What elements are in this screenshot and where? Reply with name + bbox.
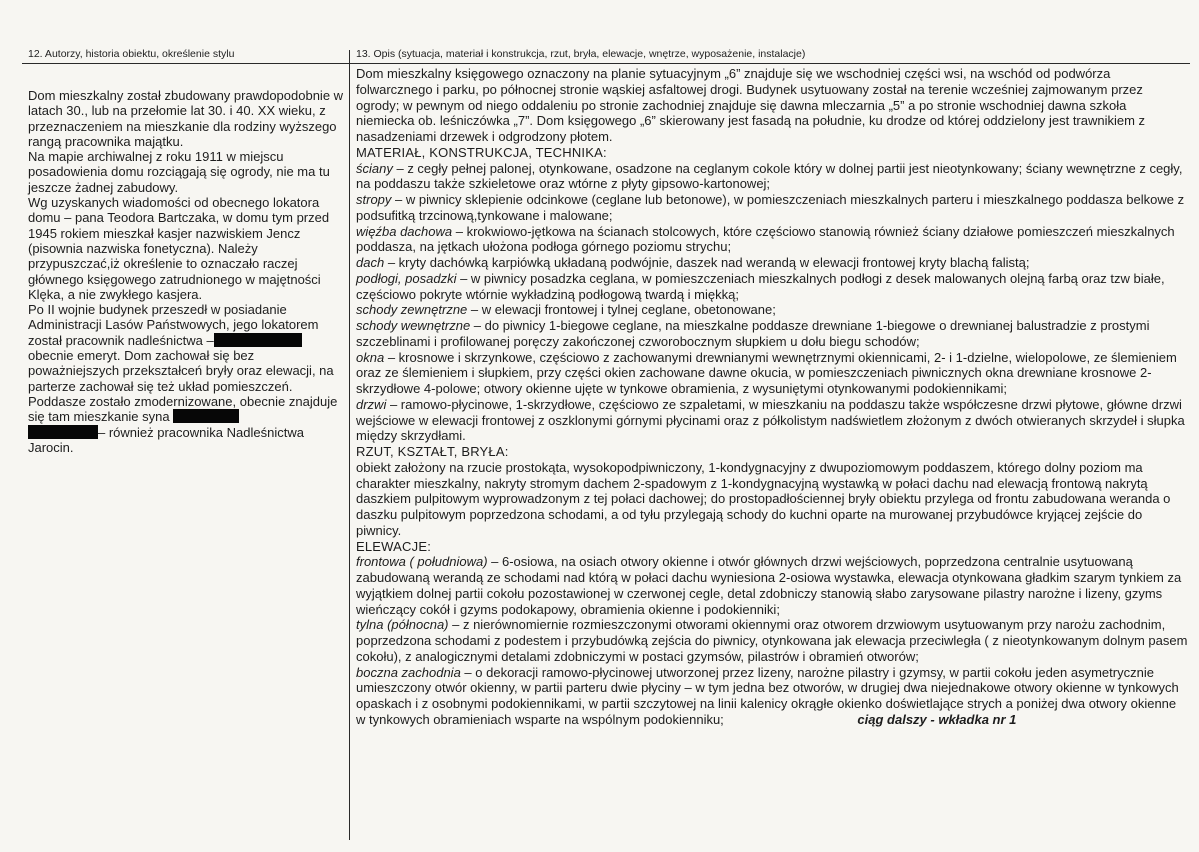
elevation-item <box>356 617 1188 664</box>
elevation-item-term: frontowa ( południowa) <box>356 554 488 570</box>
material-item-term: drzwi <box>356 396 387 412</box>
material-items <box>356 161 1188 445</box>
material-item-term: podłogi, posadzki <box>356 270 457 286</box>
material-item <box>356 397 1188 444</box>
material-item-term: dach <box>356 255 385 270</box>
history-paragraph-2: Na mapie archiwalnej z roku 1911 w miejscu posadowienia domu rozciągają się ogrody, nie ma tu jeszcze żadnej zabudowy. <box>28 149 330 195</box>
material-item-text: – do piwnicy 1-biegowe ceglane, na mieszkalne poddasze drewniane 1-biegowe o drewnianej balustradzie z prostymi szczeblinami i profilowanej poręczy zakończonej czworobocznym słupkiem u dołu biegu schodów; <box>356 318 1150 349</box>
material-item-term: schody zewnętrzne <box>356 302 468 318</box>
material-item-text: – w piwnicy posadzka ceglana, w pomieszczeniach mieszkalnych podłogi z desek malowanych olejną farbą oraz tzw białe, częściowo pokryte wtórnie wykładziną podłogową twardą i miękką; <box>356 270 1165 302</box>
material-item-text: – krokwiowo-jętkowa na ścianach stolcowych, które częściowo stanowią również ściany działowe pomieszczeń mieszkalnych poddasza, na jętkach ułożona podłoga górnego poziomu strychu; <box>356 223 1175 255</box>
continuation-note-text: ciąg dalszy - wkładka nr 1 <box>857 711 1017 727</box>
elevation-items <box>356 554 1188 727</box>
elevation-item-text: – 6-osiowa, na osiach otwory okienne i otwór głównych drzwi wejściowych, poprzedzona centralnie usytuowaną zabudowaną werandą ze schodami nad którą w połaci dachu wyniesiona 2-osiowa wystawka, elewacja otynkowana gładkim szarym tynkiem za wyjątkiem dolnej partii cokołu pozostawionej w czerwonej cegle, detal zdobniczy stanowią słabo zarysowane pilastry narożne i lizeny, gzyms wieńczący cokół i gzyms podokapowy, obramienia okienne i podokienniki; <box>356 554 1182 617</box>
history-paragraph-4-part-b: obecnie emeryt. Dom zachował się bez poważniejszych przekształceń bryły oraz elewacji, na parterze zachował się też układ pomieszczeń. Poddasze zostało zmodernizowane, obecnie znajduje się tam mieszkanie syna <box>28 348 338 425</box>
elewacje-section-title: ELEWACJE: <box>356 538 432 554</box>
elevation-item-text: – o dekoracji ramowo-płycinowej utworzonej przez lizeny, narożne pilastry i gzymsy, w partii cokołu jeden asymetrycznie umieszczony otwór okienny, w partii parteru dwie płyciny – w tym jedna bez otworów, w drugiej dwa niejednakowe otwory okienne w tynkowych opaskach i z osobnymi podokiennikami, w partii szczytowej na linii kalenicy okrągłe okienko doświetlające strych a poniżej dwa otwory okienne w tynkowych obramieniach wsparte na wspólnym podokienniku; <box>356 664 1179 727</box>
redaction-box <box>214 333 302 347</box>
left-section-header: 12. Autorzy, historia obiektu, określenie stylu <box>28 48 235 60</box>
material-item-term: schody wewnętrzne <box>356 318 471 333</box>
material-item <box>356 192 1188 224</box>
continuation-note <box>727 712 1016 727</box>
material-item <box>356 271 1188 303</box>
material-item-text: – w piwnicy sklepienie odcinkowe (ceglane lub betonowe), w pomieszczeniach mieszkalnych parteru i mieszkalnego poddasza belkowe z podsufitką trzcinową,tynkowane i malowane; <box>356 192 1185 223</box>
history-paragraph-4-part-c: – również pracownika Nadleśnictwa Jarocin. <box>28 424 304 455</box>
material-item <box>356 302 1188 318</box>
material-item-term: ściany <box>356 160 393 176</box>
header-rule <box>22 63 1190 64</box>
material-item-term: okna <box>356 349 385 365</box>
rzut-section-title: RZUT, KSZTAŁT, BRYŁA: <box>356 444 509 459</box>
material-item <box>356 161 1188 193</box>
material-item <box>356 224 1188 256</box>
elevation-item <box>356 665 1188 728</box>
material-item <box>356 350 1188 397</box>
redaction-box <box>28 425 98 439</box>
elevation-item-term: tylna (północna) <box>356 617 449 633</box>
material-item-text: – w elewacji frontowej i tylnej ceglane, obetonowane; <box>467 302 776 318</box>
rzut-text: obiekt założony na rzucie prostokąta, wysokopodpiwniczony, 1-kondygnacyjny z dwupoziomowym poddaszem, którego dolny poziom ma charakter mieszkalny, nakryty stromym dachem 2-spadowym z 1-kondygnacyjną wystawką w połaci dachu nad elewacją frontową nakrytą daszkiem pulpitowym wyprowadzonym z tej połaci dachowej; do prostopadłościennej bryły obiektu przylega od frontu zabudowana weranda o daszku pulpitowym poprzedzona schodami, a od tyłu przylegają schody do kuchni oparte na murowanej przybudówce kryjącej zejście do piwnicy. <box>356 459 1171 538</box>
history-paragraph-3: Wg uzyskanych wiadomości od obecnego lokatora domu – pana Teodora Bartczaka, w domu tym przed 1945 rokiem mieszkał kasjer nazwiskiem Jencz (pisownia nazwiska fonetyczna). Należy przypuszczać,iż określenie to oznaczało raczej głównego księgowego zatrudnionego w majętności Klęka, a nie zwykłego kasjera. <box>28 195 330 302</box>
history-paragraph-4-part-a: Po II wojnie budynek przeszedł w posiadanie Administracji Lasów Państwowych, jego lokatorem został pracownik nadleśnictwa – <box>28 302 319 348</box>
material-item-text: – z cegły pełnej palonej, otynkowane, osadzone na ceglanym cokole który w dolnej partii jest nieotynkowany; ściany wewnętrzne z cegły, na poddaszu także szkieletowe oraz wtórne z płyty gipsowo-kartonowej; <box>356 160 1183 192</box>
right-section-header: 13. Opis (sytuacja, materiał i konstrukcja, rzut, bryła, elewacje, wnętrze, wyposażenie, instalacje) <box>356 48 806 60</box>
material-item-term: stropy <box>356 192 392 207</box>
redaction-box <box>173 409 239 423</box>
column-divider <box>349 50 350 840</box>
material-item-text: – krosnowe i skrzynkowe, częściowo z zachowanymi drewnianymi wewnętrznymi okiennicami, 2- i 1-dzielne, wielopolowe, ze ślemieniem oraz ze ślemieniem i słupkiem, przy części okien zachowane dawne okucia, w pomieszczeniach piwnicznych okna drewniane krosnowe 2-skrzydłowe 4-polowe; otwory okienne ujęte w tynkowe obramienia, z wysuniętymi otynkowanymi podokiennikami; <box>356 349 1177 396</box>
material-item <box>356 255 1188 271</box>
history-paragraph-1: Dom mieszkalny został zbudowany prawdopodobnie w latach 30., lub na przełomie lat 30. i 40. XX wieku, z przeznaczeniem na mieszkanie dla rodziny wyższego rangą pracownika majątku. <box>28 88 344 149</box>
elevation-item-text: – z nierównomiernie rozmieszczonymi otworami okiennymi oraz otworem drzwiowym usytuowanym przy narożu zachodnim, poprzedzona schodami z podestem i przybudówką zejścia do piwnicy, otynkowana jak elewacja przeciwległa ( z nieotynkowanym dolnym pasem cokołu), z analogicznymi detalami zdobniczymi w postaci gzymsów, pilastrów i obramień otworów; <box>356 617 1188 664</box>
material-item <box>356 318 1188 350</box>
material-section-title: MATERIAŁ, KONSTRUKCJA, TECHNIKA: <box>356 144 607 160</box>
description-column <box>356 66 1188 728</box>
material-item-text: – ramowo-płycinowe, 1-skrzydłowe, częściowo ze szpaletami, w mieszkaniu na poddaszu także współczesne drzwi płytowe, główne drzwi wejściowe w elewacji frontowej z oszklonymi górnymi płycinami oraz z półkolistym nadświetlem złożonym z dwóch otwieranych skrzydeł i słupka między skrzydłami. <box>356 396 1185 444</box>
history-paragraph-4 <box>28 302 346 455</box>
elevation-item <box>356 554 1188 617</box>
elevation-item-term: boczna zachodnia <box>356 664 461 680</box>
history-column <box>28 88 346 455</box>
description-intro: Dom mieszkalny księgowego oznaczony na planie sytuacyjnym „6” znajduje się we wschodniej części wsi, na wschód od podwórza folwarcznego i parku, po północnej stronie wąskiej asfaltowej drogi. Budynek usytuowany został na terenie wcześniej zajmowanym przez ogrody; w pewnym od niego oddaleniu po stronie zachodniej znajduje się dawna mleczarnia „5” a po stronie wschodniej dawna szkoła niemiecka ob. leśniczówka „7”. Dom księgowego „6” skierowany jest fasadą na południe, ku drodze od której oddzielony jest trawnikiem z nasadzeniami drzewek i odgrodzony płotem. <box>356 66 1146 144</box>
material-item-term: więźba dachowa <box>356 223 453 239</box>
material-item-text: – kryty dachówką karpiówką układaną podwójnie, daszek nad werandą w elewacji frontowej kryty blachą falistą; <box>384 255 1030 270</box>
